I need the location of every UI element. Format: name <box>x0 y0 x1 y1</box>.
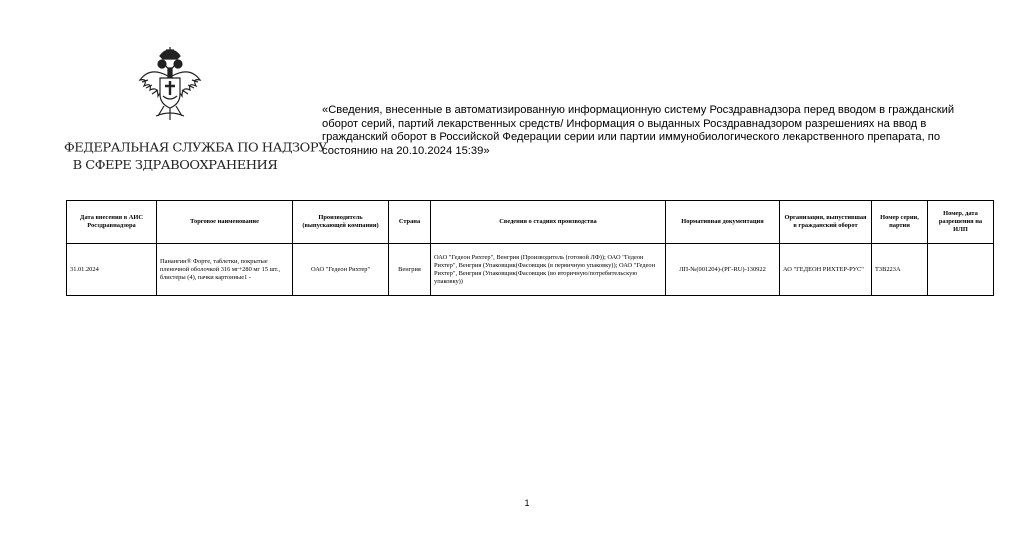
cell-manufacturer: ОАО "Гедеон Рихтер" <box>293 244 389 296</box>
cell-series: T3B223A <box>872 244 928 296</box>
organization-line-2: В СФЕРЕ ЗДРАВООХРАНЕНИЯ <box>72 158 278 173</box>
column-header-normative-doc: Нормативная документация <box>666 201 780 244</box>
eagle-emblem-icon <box>138 46 202 122</box>
cell-stages: ОАО "Гедеон Рихтер", Венгрия (Производитель (готовой ЛФ)); ОАО "Гедеон Рихтер", Венгрия (Упаковщик(Фасовщик (в первичную упаковку)); ОАО "Гедеон Рихтер", Венгрия (Упаковщик(Фасовщик (во вторичную/потребительскую упаковку)) <box>431 244 666 296</box>
column-header-organization: Организация, выпустившая в гражданский оборот <box>780 201 872 244</box>
cell-date: 31.01.2024 <box>67 244 157 296</box>
column-header-country: Страна <box>389 201 431 244</box>
table-row <box>67 244 994 296</box>
column-header-permit: Номер, дата разрешения на ИЛП <box>928 201 994 244</box>
column-header-date: Дата внесения в АИС Росздравнадзора <box>67 201 157 244</box>
column-header-trade-name: Торговое наименование <box>157 201 293 244</box>
cell-trade-name: Панангин® Форте, таблетки, покрытые пленочной оболочкой 316 мг+280 мг 15 шт., блистеры (4), пачки картонные1 - <box>157 244 293 296</box>
cell-permit <box>928 244 994 296</box>
registry-table <box>66 200 994 296</box>
organization-line-1: ФЕДЕРАЛЬНАЯ СЛУЖБА ПО НАДЗОРУ <box>64 141 327 156</box>
column-header-stages: Сведения о стадиях производства <box>431 201 666 244</box>
cell-organization: АО "ГЕДЕОН РИХТЕР-РУС" <box>780 244 872 296</box>
document-title: «Сведения, внесенные в автоматизированную информационную систему Росздравнадзора перед вводом в гражданский оборот серий, партий лекарственных средств/ Информация о выданных Росздравнадзором разрешениях на ввод в гражданский оборот в Российской Федерации серии или партии иммунобиологического лекарственного препарата, по состоянию на 20.10.2024 15:39» <box>322 104 955 157</box>
cell-country: Венгрия <box>389 244 431 296</box>
table-header-row <box>67 201 994 244</box>
organization-name <box>64 140 327 175</box>
column-header-series: Номер серии, партии <box>872 201 928 244</box>
column-header-manufacturer: Производитель (выпускающей компании) <box>293 201 389 244</box>
page-number: 1 <box>524 498 530 508</box>
cell-normative-doc: ЛП-№(001204)-(РГ-RU)-130922 <box>666 244 780 296</box>
